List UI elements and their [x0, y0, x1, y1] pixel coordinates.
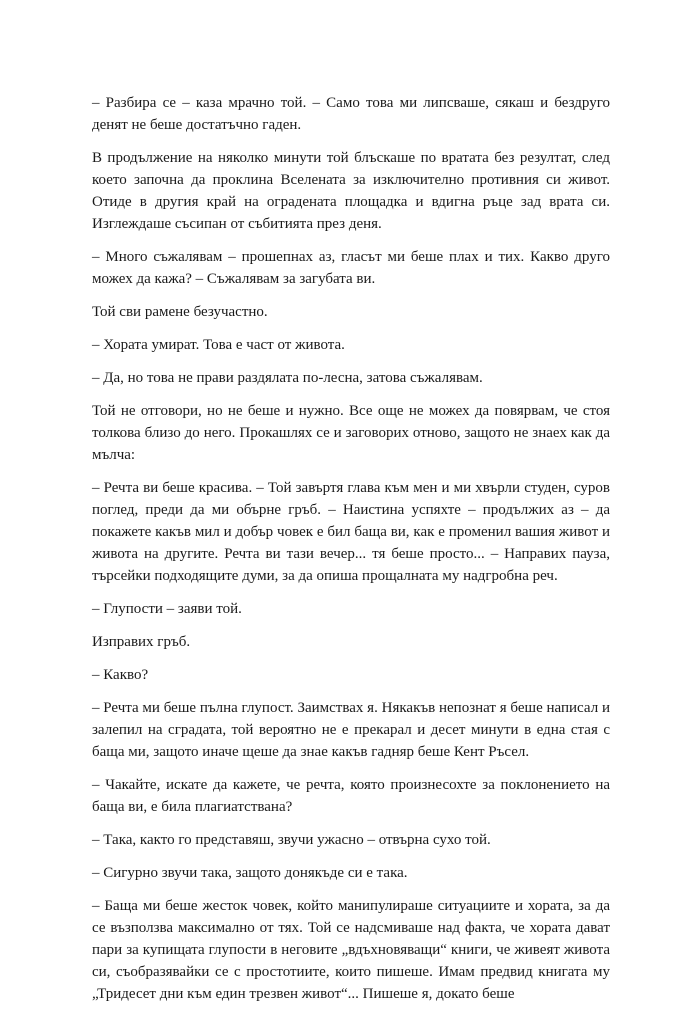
paragraph: – Чакайте, искате да кажете, че речта, която произнесохте за поклонението на баща ви, е била плагиатствана? — [92, 777, 610, 815]
paragraph: – Така, както го представяш, звучи ужасно – отвърна сухо той. — [92, 832, 491, 848]
paragraph: – Хората умират. Това е част от живота. — [92, 337, 345, 353]
paragraph: – Сигурно звучи така, защото донякъде си е така. — [92, 865, 408, 881]
paragraph: – Речта ви беше красива. – Той завъртя глава към мен и ми хвърли студен, суров поглед, преди да ми обърне гръб. – Наистина успяхте – продължих аз – да покажете какъв мил и добър човек е бил баща ви, как е променил вашия живот и живота на другите. Речта ви тази вечер... тя беше просто... – Направих пауза, търсейки подходящите думи, за да опиша прощалната му надгробна реч. — [92, 480, 610, 584]
paragraph: – Много съжалявам – прошепнах аз, гласът ми беше плах и тих. Какво друго можех да кажа? – Съжалявам за загубата ви. — [92, 249, 610, 287]
paragraph: – Разбира се – каза мрачно той. – Само това ми липсваше, сякаш и бездруго денят не беше достатъчно гаден. — [92, 95, 610, 133]
paragraph: – Глупости – заяви той. — [92, 601, 242, 617]
paragraph: Той не отговори, но не беше и нужно. Все още не можех да повярвам, че стоя толкова близо до него. Прокашлях се и заговорих отново, защото не знаех как да мълча: — [92, 403, 610, 463]
document-page — [92, 92, 610, 1016]
paragraph: – Да, но това не прави раздялата по-лесна, затова съжалявам. — [92, 370, 483, 386]
paragraph: Изправих гръб. — [92, 634, 191, 650]
paragraph: – Какво? — [92, 667, 149, 683]
paragraph: – Баща ми беше жесток човек, който манипулираше ситуациите и хората, за да се възползва максимално от тях. Той се надсмиваше над факта, че хората дават пари за купищата глупости в неговите „вдъхновяващи“ книги, че живеят живота си, съобразявайки се с простотиите, които пишеше. Имам предвид книгата му „Тридесет дни към един трезвен живот“... Пишеше я, докато беше — [92, 898, 610, 1002]
paragraph: Той сви рамене безучастно. — [92, 304, 268, 320]
paragraph: – Речта ми беше пълна глупост. Заимствах я. Някакъв непознат я беше написал и залепил на сградата, той вероятно не е прекарал и десет минути в една стая с баща ми, защото иначе щеше да знае какъв гадняр беше Кент Ръсел. — [92, 700, 610, 760]
paragraph: В продължение на няколко минути той блъскаше по вратата без резултат, след което започна да проклина Вселената за изключително противния си живот. Отиде в другия край на оградената площадка и вдигна ръце зад врата си. Изглеждаше съсипан от събитията през деня. — [92, 150, 610, 232]
